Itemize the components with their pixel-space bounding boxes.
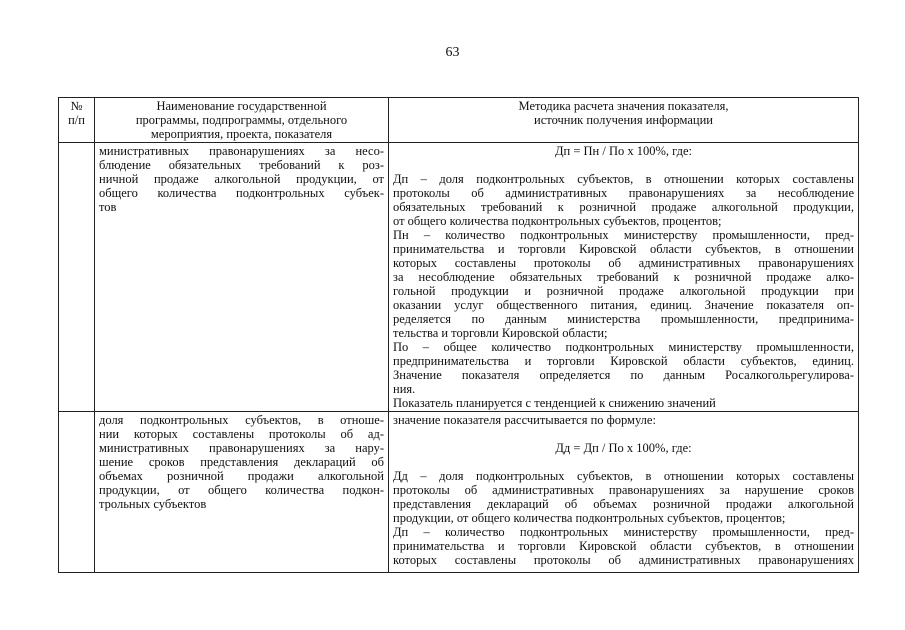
name-line: доля подконтрольных субъектов, в отноше-	[99, 413, 384, 427]
name-line: блюдение обязательных требований к роз-	[99, 158, 384, 172]
name-line: ничной продаже алкогольной продукции, от	[99, 172, 384, 186]
spacer	[393, 427, 854, 441]
name-line: объемах розничной продажи алкогольной	[99, 469, 384, 483]
method-line: принимательства и торговли Кировской области субъектов, в отношении	[393, 242, 854, 256]
page-number: 63	[445, 45, 460, 60]
method-line: Дп – доля подконтрольных субъектов, в отношении которых составлены	[393, 172, 854, 186]
formula-line: Дп = Пн / По х 100%, где:	[554, 144, 693, 158]
method-line: представления деклараций об объемах розничной продажи алкогольной	[393, 497, 854, 511]
method-line: гольной продукции и розничной продаже алкогольной продукции при	[393, 284, 854, 298]
name-line: нии которых составлены протоколы об ад-	[99, 427, 384, 441]
header-name: Наименование государственной программы, подпрограммы, отдельного мероприятия, проекта, показателя	[95, 98, 389, 143]
name-line: министративных правонарушениях за несо-	[99, 144, 384, 158]
cell-number	[59, 412, 95, 573]
method-line: Значение показателя определяется по данным Росалкогольрегулирова-	[393, 368, 854, 382]
table-row	[59, 143, 859, 412]
table-header-row	[59, 98, 859, 143]
method-line: предпринимательства и торговли Кировской области субъектов, единиц.	[393, 354, 854, 368]
name-line: тов	[99, 200, 117, 214]
name-line: общего количества подконтрольных субъек-	[99, 186, 384, 200]
method-line: ределяется по данным министерства промышленности, предпринима-	[393, 312, 854, 326]
method-line: оказании услуг общественного питания, единиц. Значение показателя оп-	[393, 298, 854, 312]
cell-indicator-name	[95, 412, 389, 573]
name-line: продукции, от общего количества подкон-	[99, 483, 384, 497]
name-line: шение сроков представления деклараций об	[99, 455, 384, 469]
method-line: за несоблюдение обязательных требований к розничной продаже алко-	[393, 270, 854, 284]
method-line: протоколы об административных правонарушениях за несоблюдение	[393, 186, 854, 200]
method-line: ния.	[393, 382, 416, 396]
method-line: принимательства и торговли Кировской области субъектов, в отношении	[393, 539, 854, 553]
table-row	[59, 412, 859, 573]
cell-method	[389, 143, 859, 412]
method-line: которых составлены протоколы об административных правонарушениях	[393, 553, 854, 567]
method-line: Дп – количество подконтрольных министерству промышленности, пред-	[393, 525, 854, 539]
method-line: которых составлены протоколы об административных правонарушениях	[393, 256, 854, 270]
method-line: Показатель планируется с тенденцией к снижению значений	[393, 396, 716, 410]
method-line: от общего количества подконтрольных субъектов, процентов;	[393, 214, 722, 228]
method-line: Пн – количество подконтрольных министерству промышленности, пред-	[393, 228, 854, 242]
method-line: значение показателя рассчитывается по формуле:	[393, 413, 656, 427]
cell-indicator-name	[95, 143, 389, 412]
cell-number	[59, 143, 95, 412]
method-line: обязательных требований к розничной продаже алкогольной продукции,	[393, 200, 854, 214]
name-line: трольных субъектов	[99, 497, 207, 511]
method-line: продукции, от общего количества подконтрольных субъектов, процентов;	[393, 511, 786, 525]
formula-line: Дд = Дп / По х 100%, где:	[555, 441, 692, 455]
spacer	[393, 158, 854, 172]
method-line: По – общее количество подконтрольных министерству промышленности,	[393, 340, 854, 354]
method-line: Дд – доля подконтрольных субъектов, в отношении которых составлены	[393, 469, 854, 483]
name-line: министративных правонарушениях за нару-	[99, 441, 384, 455]
method-line: протоколы об административных правонарушениях за нарушение сроков	[393, 483, 854, 497]
cell-method	[389, 412, 859, 573]
header-method: Методика расчета значения показателя, источник получения информации	[389, 98, 859, 143]
header-number: № п/п	[59, 98, 95, 143]
spacer	[393, 455, 854, 469]
method-line: тельства и торговли Кировской области;	[393, 326, 608, 340]
indicator-table	[58, 97, 859, 573]
